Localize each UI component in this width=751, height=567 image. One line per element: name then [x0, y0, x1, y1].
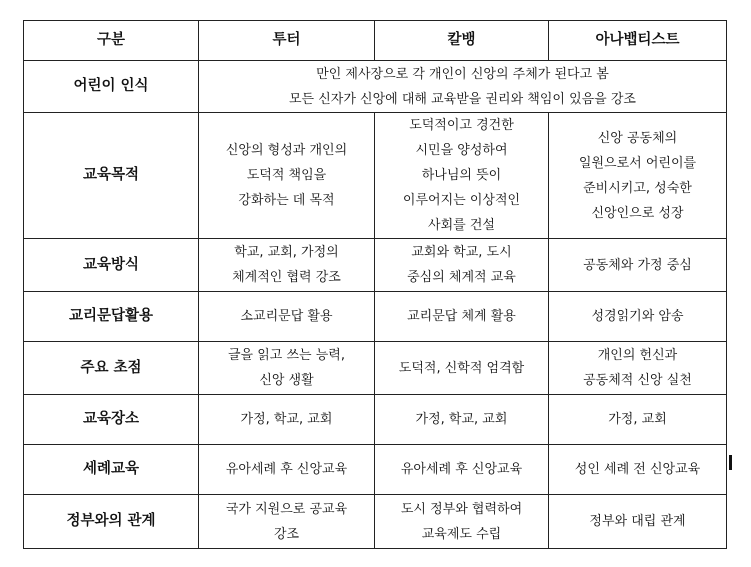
header-cell: 아나뱁티스트	[549, 21, 727, 61]
cell-text-line: 가정, 학교, 교회	[240, 412, 333, 427]
table-cell	[549, 342, 727, 395]
table-row	[24, 395, 727, 445]
cell-text-line: 소교리문답 활용	[240, 309, 333, 324]
cell-text-line: 강조	[273, 526, 300, 542]
header-row	[24, 21, 727, 61]
table-row	[24, 495, 727, 549]
row-label: 주요 초점	[24, 342, 199, 395]
cell-text-line: 강화하는 데 목적	[238, 193, 335, 208]
table-cell	[549, 113, 727, 239]
table-row	[24, 292, 727, 342]
table-cell	[375, 239, 549, 292]
header-cell: 구분	[24, 21, 199, 61]
table-cell	[199, 495, 375, 549]
cell-text-line: 중심의 체계적 교육	[407, 270, 516, 285]
row-label: 교리문답활용	[24, 292, 199, 342]
table-cell	[199, 239, 375, 292]
cell-text-line: 개인의 헌신과	[597, 348, 678, 363]
cell-text-line: 하나님의 뜻이	[421, 168, 502, 183]
cell-text-line: 글을 읽고 쓰는 능력,	[228, 348, 345, 363]
table-cell	[199, 445, 375, 495]
row-label: 교육목적	[24, 113, 199, 239]
cell-text-line: 사회를 건설	[428, 218, 495, 233]
cell-text-line: 가정, 학교, 교회	[415, 412, 508, 427]
table-cell	[549, 239, 727, 292]
cell-text-line: 만인 제사장으로 각 개인이 신앙의 주체가 된다고 봄	[316, 66, 609, 82]
table-cell	[199, 292, 375, 342]
merged-cell	[199, 61, 727, 113]
cell-text-line: 가정, 교회	[608, 412, 667, 427]
table-row	[24, 445, 727, 495]
table-cell	[549, 395, 727, 445]
table-cell	[199, 395, 375, 445]
table-cell	[549, 292, 727, 342]
table-cell	[549, 495, 727, 549]
cell-text-line: 교리문답 체계 활용	[407, 309, 516, 324]
cell-text-line: 일원으로서 어린이를	[578, 155, 697, 171]
cell-text-line: 공동체와 가정 중심	[583, 257, 692, 273]
cell-text-line: 준비시키고, 성숙한	[583, 180, 692, 196]
cell-text-line: 공동체적 신앙 실천	[583, 373, 692, 388]
header-cell: 투터	[199, 21, 375, 61]
table-cell	[375, 395, 549, 445]
cell-text-line: 시민을 양성하여	[415, 143, 508, 158]
row-label: 교육방식	[24, 239, 199, 292]
table-cell	[375, 342, 549, 395]
cell-text-line: 국가 지원으로 공교육	[225, 501, 348, 517]
cell-text-line: 도시 정부와 협력하여	[400, 501, 523, 517]
cell-text-line: 도덕적 책임을	[246, 168, 327, 183]
table-cell	[375, 445, 549, 495]
comparison-table	[23, 20, 727, 549]
table-row	[24, 342, 727, 395]
table-cell	[375, 292, 549, 342]
cell-text-line: 정부와 대립 관계	[589, 514, 686, 529]
cell-text-line: 교육제도 수립	[421, 526, 502, 542]
cell-text-line: 도덕적, 신학적 엄격함	[398, 360, 525, 376]
table-row	[24, 113, 727, 239]
cell-text-line: 유아세례 후 신앙교육	[225, 462, 348, 477]
cell-text-line: 체계적인 협력 강조	[232, 270, 341, 285]
header-cell: 칼뱅	[375, 21, 549, 61]
cell-text-line: 모든 신자가 신앙에 대해 교육받을 권리와 책임이 있음을 강조	[288, 91, 636, 107]
row-label: 교육장소	[24, 395, 199, 445]
table-cell	[549, 445, 727, 495]
cell-text-line: 신앙 생활	[259, 373, 314, 388]
text-cursor	[729, 455, 732, 470]
cell-text-line: 도덕적이고 경건한	[409, 118, 514, 133]
cell-text-line: 유아세례 후 신앙교육	[400, 462, 523, 477]
cell-text-line: 신앙 공동체의	[597, 130, 678, 146]
cell-text-line: 이루어지는 이상적인	[402, 193, 521, 208]
row-label: 세례교육	[24, 445, 199, 495]
cell-text-line: 학교, 교회, 가정의	[234, 245, 339, 260]
row-label: 어린이 인식	[24, 61, 199, 113]
cell-text-line: 신앙의 형성과 개인의	[225, 143, 348, 158]
cell-text-line: 성경읽기와 암송	[591, 309, 684, 324]
cell-text-line: 신앙인으로 성장	[591, 205, 684, 221]
cell-text-line: 교회와 학교, 도시	[411, 245, 512, 260]
cell-text-line: 성인 세례 전 신앙교육	[574, 462, 701, 477]
table-cell	[375, 113, 549, 239]
table-cell	[199, 342, 375, 395]
table-cell	[375, 495, 549, 549]
row-label: 정부와의 관계	[24, 495, 199, 549]
table-row	[24, 61, 727, 113]
table-row	[24, 239, 727, 292]
table-cell	[199, 113, 375, 239]
